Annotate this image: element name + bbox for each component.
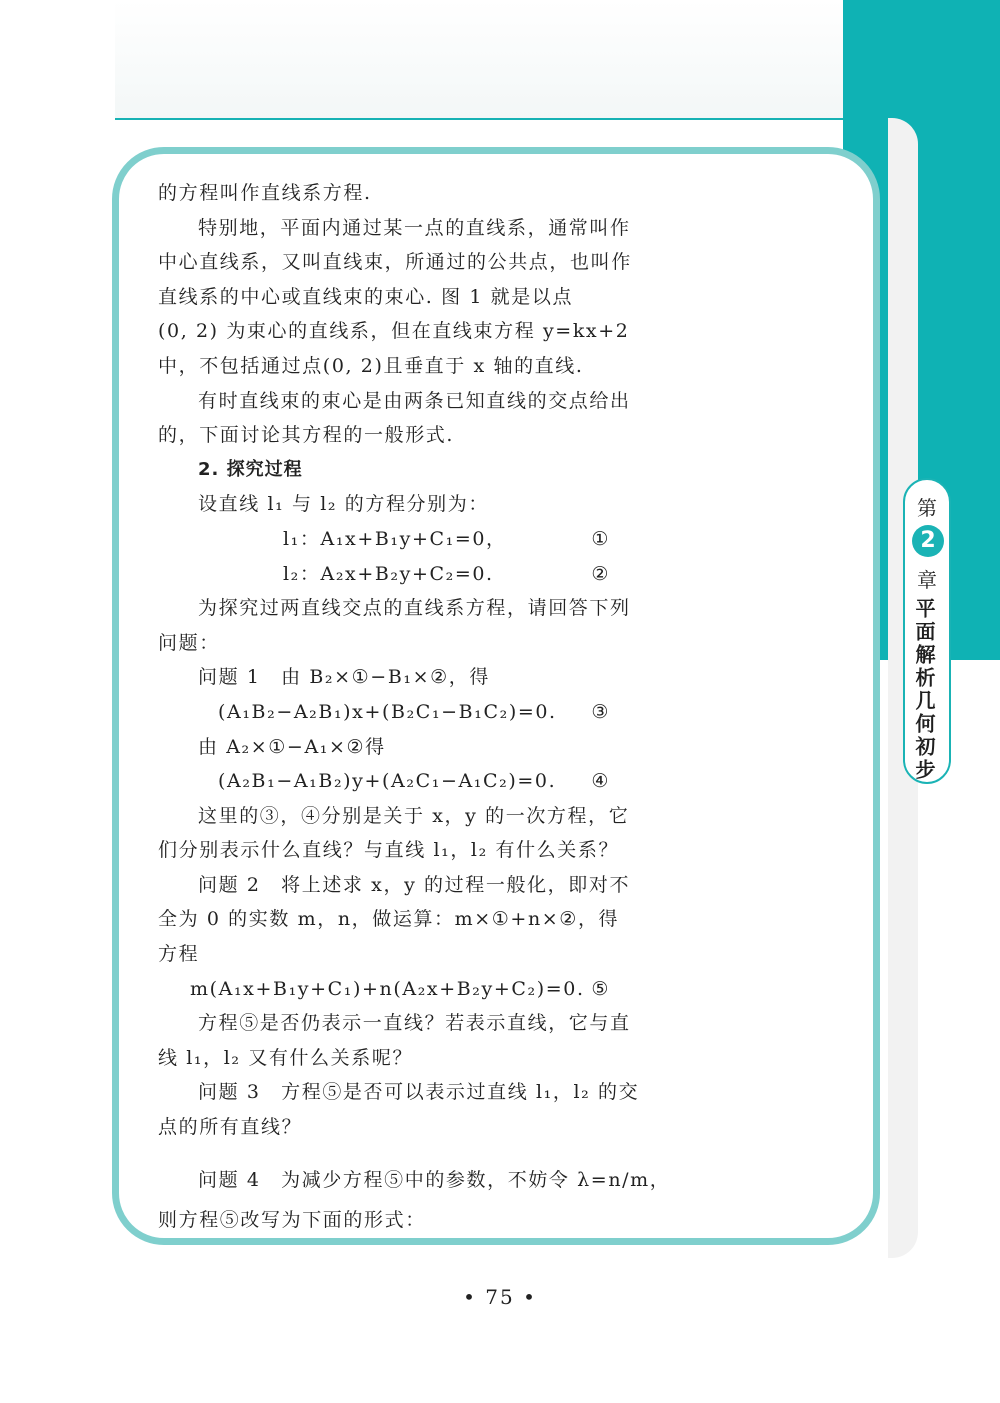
text-line: 问题 4 为减少方程⑤中的参数，不妨令 λ=n/m， xyxy=(198,1168,671,1191)
text-line: 特别地，平面内通过某一点的直线系，通常叫作 xyxy=(198,216,631,239)
text-line: 问题 1 由 B₂×①−B₁×②，得 xyxy=(198,666,490,689)
text-line: 则方程⑤改写为下面的形式： xyxy=(158,1208,426,1231)
equation-text: l₂：A₂x+B₂y+C₂=0. xyxy=(283,562,494,585)
text-line: (0, 2) 为束心的直线系，但在直线束方程 y=kx+2 xyxy=(158,320,630,343)
equation-number: ① xyxy=(591,527,610,550)
section-heading: 2. 探究过程 xyxy=(198,458,303,480)
equation-number: ⑤ xyxy=(591,977,610,1000)
page-number: • 75 • xyxy=(463,1285,537,1309)
text-line: 问题 3 方程⑤是否可以表示过直线 l₁，l₂ 的交 xyxy=(198,1081,640,1104)
equation-text: (A₁B₂−A₂B₁)x+(B₂C₁−B₁C₂)=0. xyxy=(218,700,557,723)
text-line: 点的所有直线？ xyxy=(158,1116,303,1139)
text-line: 线 l₁，l₂ 又有什么关系呢？ xyxy=(158,1046,414,1069)
chapter-number: 2 xyxy=(912,525,944,557)
text-line: 方程⑤是否仍表示一直线？若表示直线，它与直 xyxy=(198,1012,631,1035)
text-line: 由 A₂×①−A₁×②得 xyxy=(198,735,386,758)
text-line: 中心直线系，又叫直线束，所通过的公共点，也叫作 xyxy=(158,251,632,274)
chapter-badge xyxy=(903,478,951,784)
header-rule xyxy=(115,118,843,120)
equation-text: l₁：A₁x+B₁y+C₁=0， xyxy=(283,527,507,550)
text-line: 的，下面讨论其方程的一般形式. xyxy=(158,424,455,447)
text-line: 全为 0 的实数 m，n，做运算：m×①+n×②，得 xyxy=(158,908,620,931)
text-line: 中，不包括通过点(0, 2)且垂直于 x 轴的直线. xyxy=(158,354,584,377)
header-band xyxy=(115,0,843,120)
text-line: 方程 xyxy=(158,943,200,966)
text-line: 问题： xyxy=(158,631,220,654)
page-body xyxy=(158,176,671,1237)
text-line: 问题 2 将上述求 x，y 的过程一般化，即对不 xyxy=(198,873,631,896)
equation-number: ③ xyxy=(591,700,610,723)
text-line: 有时直线束的束心是由两条已知直线的交点给出 xyxy=(198,389,631,412)
chapter-prefix: 第 xyxy=(917,496,937,520)
text-line: 设直线 l₁ 与 l₂ 的方程分别为： xyxy=(198,493,489,516)
equation-1 xyxy=(158,522,610,557)
chapter-suffix: 章 xyxy=(917,568,937,592)
equation-text: m(A₁x+B₁y+C₁)+n(A₂x+B₂y+C₂)=0. xyxy=(190,977,585,1000)
equation-text: (A₂B₁−A₁B₂)y+(A₂C₁−A₁C₂)=0. xyxy=(218,770,557,793)
text-line: 的方程叫作直线系方程. xyxy=(158,182,372,204)
equation-number: ② xyxy=(591,562,610,585)
text-line: 为探究过两直线交点的直线系方程，请回答下列 xyxy=(198,597,631,620)
text-line: 直线系的中心或直线束的束心. 图 1 就是以点 xyxy=(158,285,574,308)
equation-2 xyxy=(158,557,610,592)
text-line: 这里的③，④分别是关于 x，y 的一次方程，它 xyxy=(198,804,630,827)
equation-5 xyxy=(158,972,610,1007)
text-line: 们分别表示什么直线？与直线 l₁，l₂ 有什么关系？ xyxy=(158,839,620,862)
equation-3 xyxy=(158,695,610,730)
equation-number: ④ xyxy=(591,770,610,793)
equation-4 xyxy=(158,764,610,799)
chapter-title: 平面解析几何初步 xyxy=(912,598,936,782)
